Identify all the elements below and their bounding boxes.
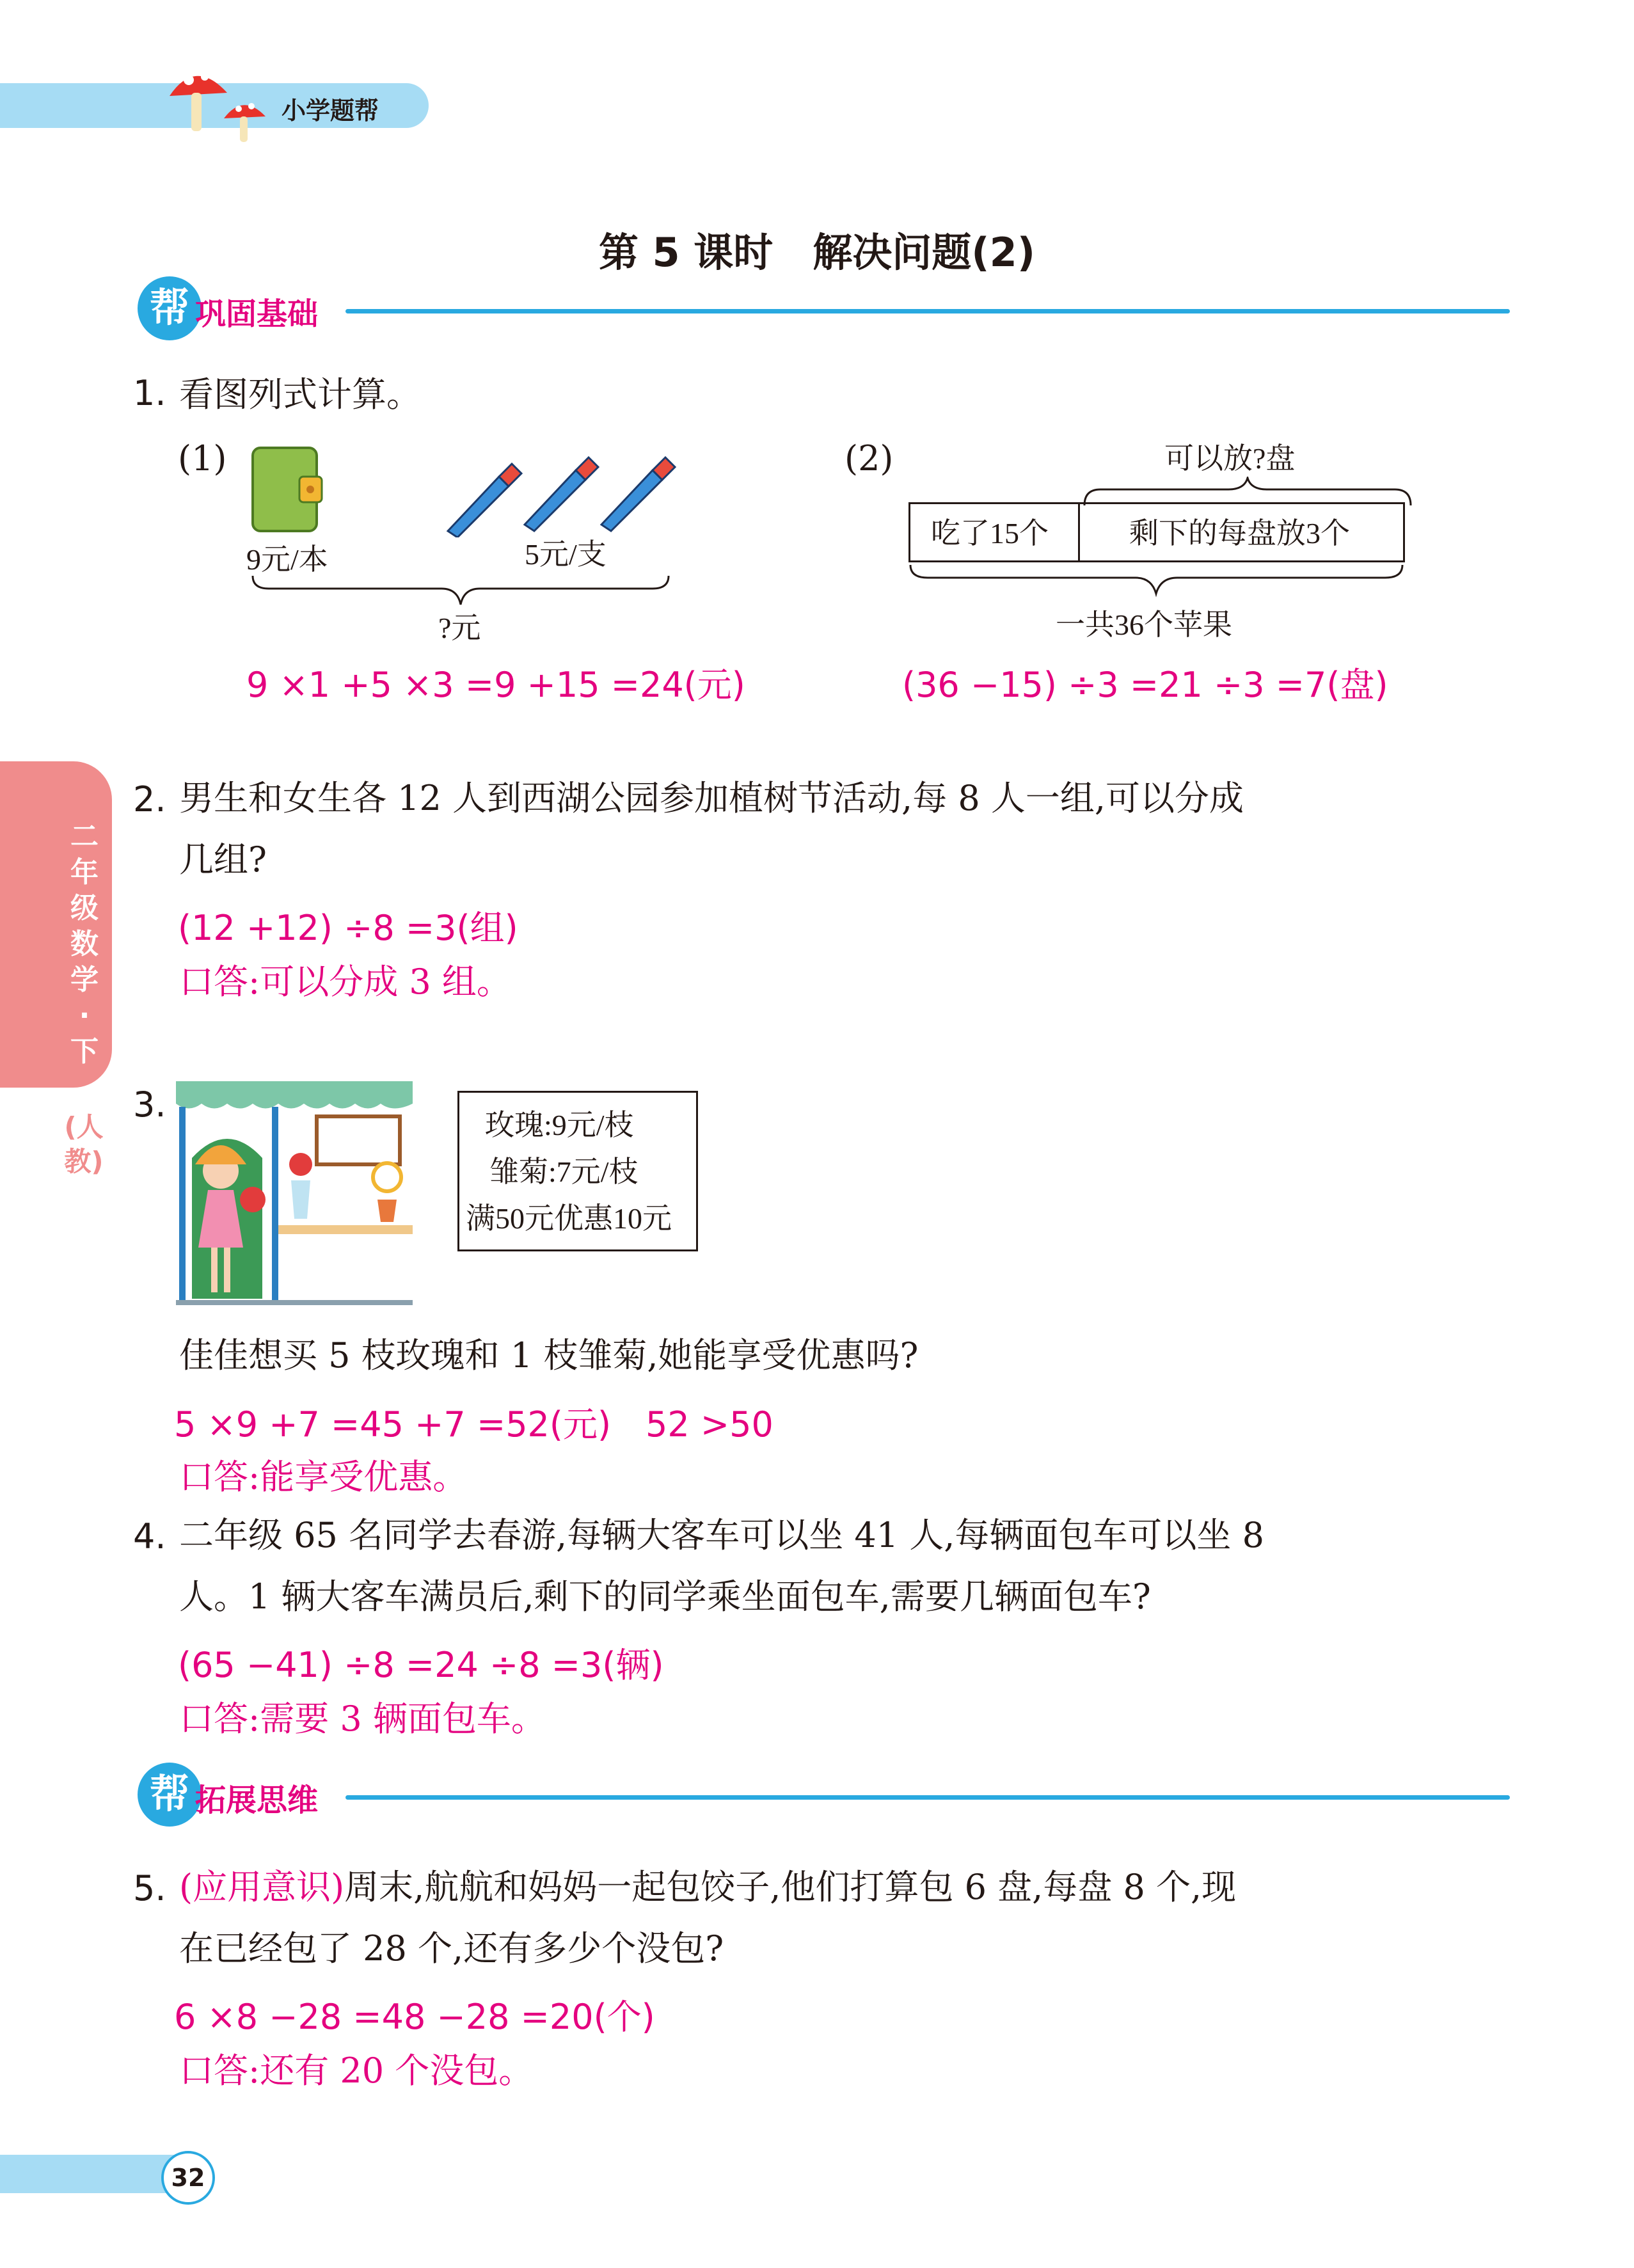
q4-reply: 口答:需要 3 辆面包车。 bbox=[179, 1699, 546, 1739]
q4-answer: (65 −41) ÷8 =24 ÷8 =3(辆) bbox=[178, 1645, 664, 1685]
q5-tag: (应用意识) bbox=[179, 1867, 345, 1907]
pens-icon bbox=[441, 441, 685, 537]
book-icon bbox=[250, 441, 326, 537]
book-price: 9元/本 bbox=[246, 543, 328, 576]
q2-reply: 口答:可以分成 3 组。 bbox=[179, 962, 511, 1002]
side-tab-grade: 二年级数学·下 bbox=[70, 820, 99, 1068]
bar-divider bbox=[1078, 502, 1080, 562]
q1-text: 看图列式计算。 bbox=[179, 374, 421, 415]
section-badge-extend: 帮 bbox=[138, 1763, 202, 1827]
q1-part2-tag: (2) bbox=[845, 438, 894, 479]
q3-answer: 5 ×9 +7 =45 +7 =52(元) 52 >50 bbox=[174, 1404, 773, 1445]
q4-line2: 人。1 辆大客车满员后,剩下的同学乘坐面包车,需要几辆面包车? bbox=[179, 1576, 1151, 1617]
part2-total: 一共36个苹果 bbox=[1056, 608, 1232, 641]
q5-number: 5. bbox=[133, 1868, 166, 1908]
sign-line-discount: 满50元优惠10元 bbox=[466, 1202, 672, 1235]
lesson-title: 第 5 课时 解决问题(2) bbox=[598, 229, 1036, 276]
q1-part2-answer: (36 −15) ÷3 =21 ÷3 =7(盘) bbox=[902, 665, 1388, 705]
q2-number: 2. bbox=[133, 779, 166, 820]
q2-line2: 几组? bbox=[179, 839, 267, 880]
q5-line1 bbox=[179, 1857, 1236, 1918]
pen-price: 5元/支 bbox=[525, 538, 607, 571]
q1-part1-tag: (1) bbox=[178, 438, 227, 479]
mushroom-logo-icon bbox=[163, 58, 278, 154]
section-label-extend: 拓展思维 bbox=[195, 1782, 319, 1818]
q3-number: 3. bbox=[133, 1084, 166, 1125]
q1-number: 1. bbox=[133, 373, 166, 413]
q2-line1: 男生和女生各 12 人到西湖公园参加植树节活动,每 8 人一组,可以分成 bbox=[179, 778, 1244, 818]
section-divider bbox=[345, 309, 1510, 313]
sign-line-rose: 玫瑰:9元/枝 bbox=[485, 1109, 634, 1141]
q4-number: 4. bbox=[133, 1516, 166, 1557]
flower-shop-illustration bbox=[176, 1081, 413, 1305]
q1-part1-answer: 9 ×1 +5 ×3 =9 +15 =24(元) bbox=[246, 665, 745, 705]
q3-text: 佳佳想买 5 枝玫瑰和 1 枝雏菊,她能享受优惠吗? bbox=[179, 1335, 919, 1376]
page-number: 32 bbox=[161, 2151, 215, 2205]
remaining-label: 剩下的每盘放3个 bbox=[1129, 517, 1350, 550]
side-tab-edition: (人教) bbox=[64, 1111, 104, 1177]
section-badge: 帮 bbox=[138, 276, 202, 340]
q4-line1: 二年级 65 名同学去春游,每辆大客车可以坐 41 人,每辆面包车可以坐 8 bbox=[179, 1515, 1264, 1555]
eaten-label: 吃了15个 bbox=[931, 517, 1049, 550]
section-label-basic: 巩固基础 bbox=[195, 296, 319, 332]
q5-reply: 口答:还有 20 个没包。 bbox=[179, 2050, 534, 2091]
sign-line-daisy: 雏菊:7元/枝 bbox=[489, 1155, 639, 1188]
q5-line2: 在已经包了 28 个,还有多少个没包? bbox=[179, 1928, 724, 1969]
q5-answer: 6 ×8 −28 =48 −28 =20(个) bbox=[174, 1997, 655, 2037]
q2-answer: (12 +12) ÷8 =3(组) bbox=[178, 908, 518, 948]
part1-total: ?元 bbox=[438, 612, 481, 644]
q3-reply: 口答:能享受优惠。 bbox=[179, 1457, 468, 1497]
brand-title: 小学题帮 bbox=[282, 97, 379, 125]
brace-under-part2 bbox=[908, 562, 1404, 600]
section-divider-2 bbox=[345, 1795, 1510, 1800]
part2-top-label: 可以放?盘 bbox=[1164, 442, 1296, 475]
q5-line1-text: 周末,航航和妈妈一起包饺子,他们打算包 6 盘,每盘 8 个,现 bbox=[344, 1867, 1237, 1907]
